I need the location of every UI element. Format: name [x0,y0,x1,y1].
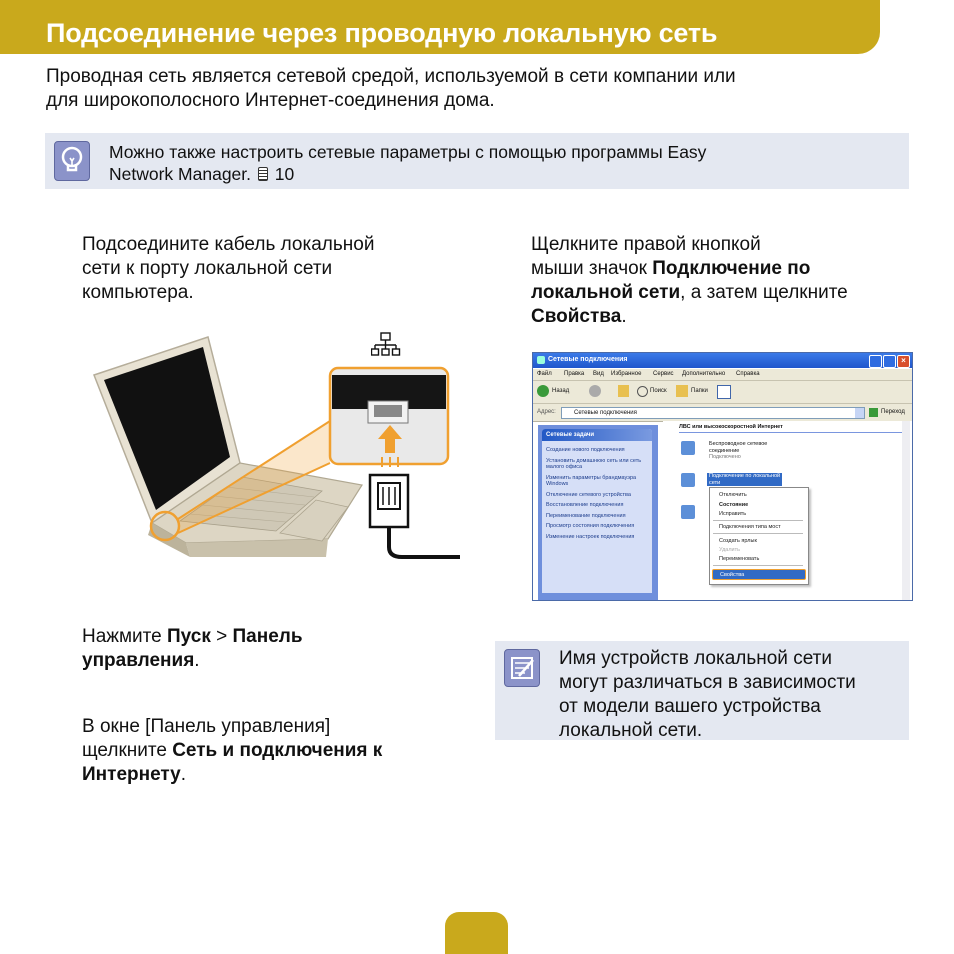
intro-paragraph: Проводная сеть является сетевой средой, используемой в сети компании или для широкополосного Интернет-соединения дома. [46,66,736,111]
memo-icon [504,649,540,687]
task-item[interactable]: Просмотр состояния подключения [546,523,635,529]
task-item[interactable]: Изменить параметры брандмауэра Windows [546,474,637,487]
search-button-label[interactable]: Поиск [650,388,667,394]
go-button-label[interactable]: Переход [881,409,905,415]
menu-advanced[interactable]: Дополнительно [682,371,726,377]
context-menu [709,487,809,585]
task-item[interactable]: Восстановление подключения [546,502,624,508]
context-bridge[interactable]: Подключения типа мост [719,524,781,530]
context-properties[interactable]: Свойства [712,569,806,580]
wireless-connection-icon[interactable] [681,441,695,455]
minimize-button[interactable] [869,355,882,368]
wireless-connection-label[interactable]: Беспроводное сетевое соединение Подключено [709,441,768,460]
lan-connection-label[interactable]: Подключение по локальной сети [709,473,781,486]
close-button[interactable]: × [897,355,910,368]
back-button-label[interactable]: Назад [552,388,570,394]
toolbar [533,381,912,404]
maximize-button[interactable] [883,355,896,368]
task-list [546,447,650,544]
step-1-text: Подсоедините кабель локальной сети к порту локальной сети компьютера. [82,234,375,303]
address-bar: Адрес: Сетевые подключения Переход [533,404,912,422]
page-reference: 10 [274,164,295,184]
laptop-illustration [90,335,460,585]
forward-icon[interactable] [589,385,601,397]
note-box [495,641,909,740]
folders-button-label[interactable]: Папки [691,388,708,394]
context-repair[interactable]: Исправить [719,511,747,517]
scrollbar[interactable] [902,421,910,600]
views-icon[interactable] [717,385,731,399]
step-4-text: Щелкните правой кнопкой мыши значок Подключение по локальной сети, а затем щелкните Свойства. [531,234,848,327]
tip-box [45,133,909,189]
step-2-text: Нажмите Пуск > Панель управления. [82,626,303,671]
address-input[interactable]: Сетевые подключения [561,407,865,419]
folders-icon[interactable] [676,385,688,397]
task-item[interactable]: Установить домашнюю сеть или сеть малого офиса [546,457,642,470]
menu-tools[interactable]: Сервис [653,371,674,377]
tasks-pane [538,425,658,600]
context-disconnect[interactable]: Отключить [719,492,747,498]
menu-file[interactable]: Файл [537,371,552,377]
task-item[interactable]: Переименование подключения [546,512,626,519]
page-reference-icon [258,167,268,181]
go-icon[interactable] [869,408,878,417]
context-create-shortcut[interactable]: Создать ярлык [719,538,757,544]
tip-text: Можно также настроить сетевые параметры с помощью программы Easy Network Manager. 10 [109,142,707,184]
page-title: Подсоединение через проводную локальную сеть [46,18,718,48]
up-folder-icon[interactable] [618,385,629,397]
page-number-tab [445,912,508,954]
window-title-bar [533,353,912,368]
menu-bar [533,369,912,381]
context-delete[interactable]: Удалить [719,547,740,553]
context-rename[interactable]: Переименовать [719,556,760,562]
chevron-down-icon[interactable] [855,408,864,418]
back-icon[interactable] [537,385,549,397]
task-item[interactable]: Отключение сетевого устройства [546,491,631,498]
menu-view[interactable]: Вид [593,371,604,377]
context-status[interactable]: Состояние [719,502,749,508]
lan-connection-icon[interactable] [681,473,695,487]
lightbulb-icon [54,141,90,181]
menu-favorites[interactable]: Избранное [611,371,642,377]
step-3-text: В окне [Панель управления] щелкните Сеть и подключения к Интернету. [82,716,383,785]
tasks-header[interactable]: Сетевые задачи [542,429,652,441]
window-title: Сетевые подключения [548,356,628,363]
network-connection-icon[interactable] [681,505,695,519]
menu-edit[interactable]: Правка [564,371,585,377]
group-header: ЛВС или высокоскоростной Интернет [679,424,783,430]
task-item[interactable]: Изменение настроек подключения [546,533,635,540]
menu-help[interactable]: Справка [736,371,760,377]
network-connections-screenshot [532,352,913,601]
task-item[interactable]: Создание нового подключения [546,447,625,453]
search-icon[interactable] [637,386,648,397]
note-text: Имя устройств локальной сети могут различаться в зависимости от модели вашего устройства локальной сети. [559,648,856,741]
network-folder-icon [537,356,545,364]
page-header [0,0,880,54]
